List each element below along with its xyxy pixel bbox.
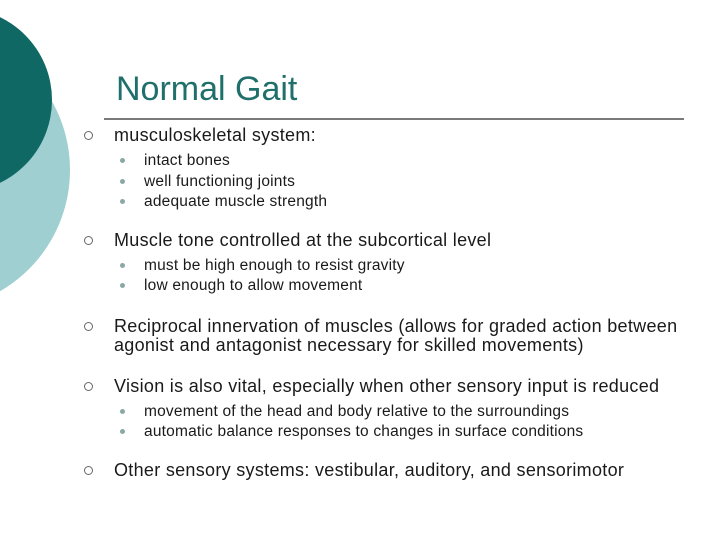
bullet-text: musculoskeletal system: bbox=[114, 125, 316, 145]
dot-bullet-icon bbox=[120, 199, 125, 204]
sub-item: adequate muscle strength bbox=[114, 192, 694, 213]
sub-list bbox=[114, 402, 694, 443]
dot-bullet-icon bbox=[120, 283, 125, 288]
dot-bullet-icon bbox=[120, 429, 125, 434]
dot-bullet-icon bbox=[120, 179, 125, 184]
dot-bullet-icon bbox=[120, 409, 125, 414]
sub-item: low enough to allow movement bbox=[114, 276, 694, 297]
dot-bullet-icon bbox=[120, 158, 125, 163]
bullet-text: Other sensory systems: vestibular, auditory, and sensorimotor bbox=[114, 459, 625, 480]
sub-item: must be high enough to resist gravity bbox=[114, 256, 694, 277]
bullet-text: Reciprocal innervation of muscles (allows for graded action between agonist and antagonist necessary for skilled movements) bbox=[114, 315, 678, 355]
sub-item: movement of the head and body relative to the surroundings bbox=[114, 402, 694, 423]
bullet-text: Muscle tone controlled at the subcortical level bbox=[114, 229, 492, 250]
sub-item: automatic balance responses to changes in surface conditions bbox=[114, 422, 694, 443]
sub-item: well functioning joints bbox=[114, 172, 694, 193]
hollow-circle-bullet-icon bbox=[84, 236, 93, 245]
bullet-item-musculoskeletal bbox=[84, 126, 694, 213]
sub-list bbox=[114, 256, 694, 297]
hollow-circle-bullet-icon bbox=[84, 322, 93, 331]
bullet-item-other-sensory bbox=[84, 461, 694, 480]
dot-bullet-icon bbox=[120, 263, 125, 268]
sub-list bbox=[114, 151, 694, 213]
bullet-text: Vision is also vital, especially when other sensory input is reduced bbox=[114, 375, 660, 396]
slide-title: Normal Gait bbox=[116, 70, 298, 108]
sub-item: intact bones bbox=[114, 151, 694, 172]
bullet-item-vision bbox=[84, 377, 694, 443]
hollow-circle-bullet-icon bbox=[84, 466, 93, 475]
bullet-item-muscle-tone bbox=[84, 231, 694, 297]
decorative-circles bbox=[0, 0, 80, 300]
title-divider bbox=[104, 118, 684, 120]
bullet-item-reciprocal-innervation bbox=[84, 317, 694, 355]
hollow-circle-bullet-icon bbox=[84, 131, 93, 140]
bullet-list bbox=[84, 124, 694, 480]
hollow-circle-bullet-icon bbox=[84, 382, 93, 391]
